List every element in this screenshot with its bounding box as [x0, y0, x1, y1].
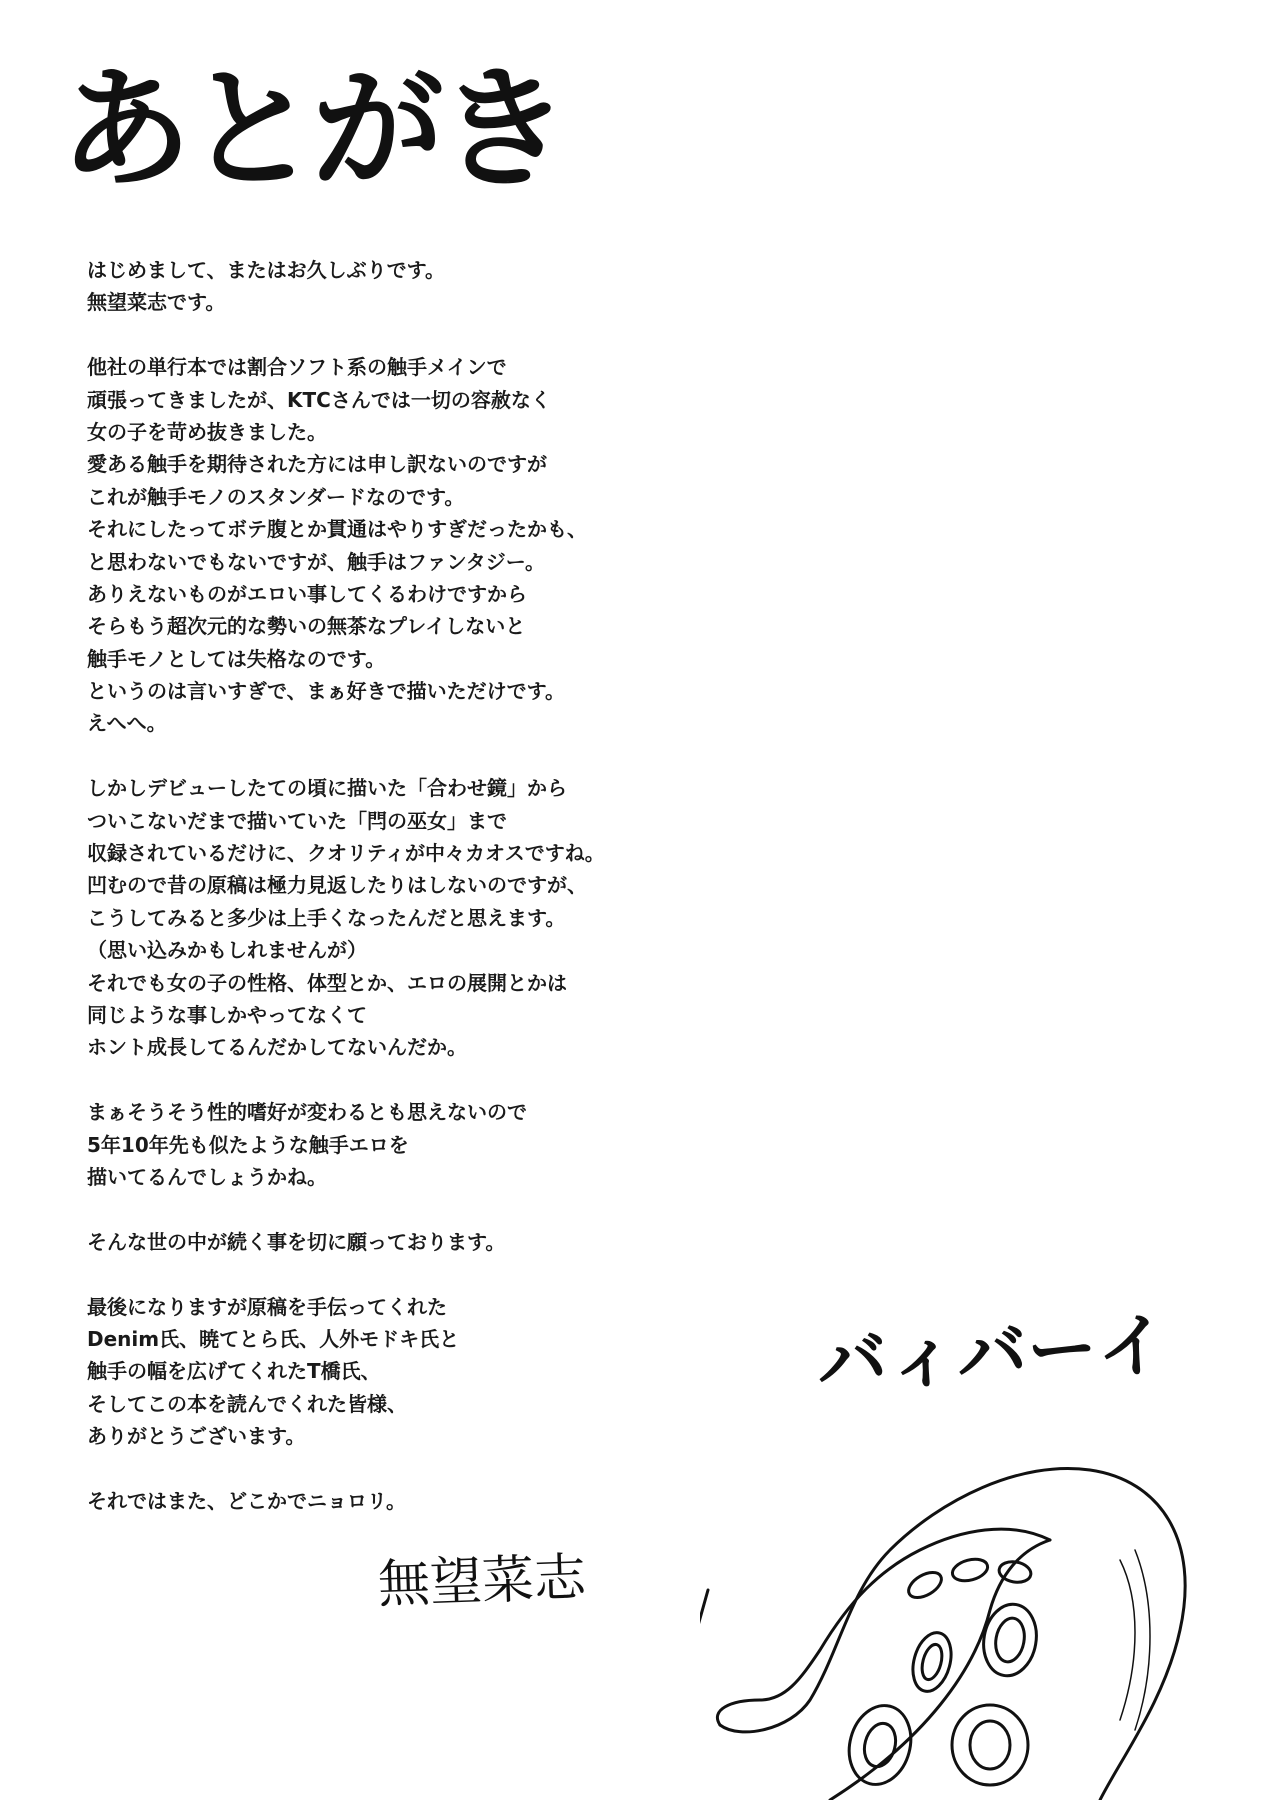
text-line: 収録されているだけに、クオリティが中々カオスですね。 [87, 841, 605, 866]
text-line: というのは言いすぎで、まぁ好きで描いただけです。 [87, 679, 565, 704]
author-signature: 無望菜志 [377, 1547, 588, 1616]
text-line: はじめまして、またはお久しぶりです。 [87, 258, 445, 282]
paragraph-gap [87, 1452, 727, 1484]
text-line: Denim氏、暁てとら氏、人外モドキ氏と [87, 1326, 460, 1351]
bye-bye-handwritten: バィバーイ [815, 1303, 1170, 1404]
text-line: それでも女の子の性格、体型とか、エロの展開とかは [87, 970, 567, 995]
text-line: ホント成長してるんだかしてないんだか。 [87, 1035, 467, 1060]
text-line: しかしデビューしたての頃に描いた「合わせ鏡」から [87, 776, 567, 801]
text-line: 最後になりますが原稿を手伝ってくれた [87, 1294, 447, 1319]
text-line: 描いてるんでしょうかね。 [87, 1164, 327, 1189]
afterword-body [87, 254, 727, 1517]
text-line: これが触手モノのスタンダードなのです。 [87, 484, 465, 509]
text-line: えへへ。 [87, 711, 167, 736]
paragraph-gap [87, 1064, 727, 1096]
text-line: ありがとうございます。 [87, 1424, 306, 1449]
text-line: そんな世の中が続く事を切に願っております。 [87, 1229, 506, 1254]
text-line: 女の子を苛め抜きました。 [87, 419, 327, 444]
text-line: こうしてみると多少は上手くなったんだと思えます。 [87, 905, 566, 930]
text-line: そしてこの本を読んでくれた皆様、 [87, 1391, 407, 1416]
text-line: （思い込みかもしれませんが） [87, 938, 367, 963]
paragraph-gap [87, 740, 727, 772]
text-line: まぁそうそう性的嗜好が変わるとも思えないので [87, 1100, 527, 1125]
paragraph-gap [87, 1258, 727, 1290]
text-line: ついこないだまで描いていた「閂の巫女」まで [87, 808, 507, 833]
text-line: ありえないものがエロい事してくるわけですから [87, 581, 527, 606]
text-line: 触手の幅を広げてくれたT橋氏、 [87, 1359, 381, 1384]
tentacle-illustration [700, 1400, 1269, 1800]
text-line: 無望菜志です。 [87, 290, 226, 315]
paragraph-gap [87, 1193, 727, 1225]
text-line: と思わないでもないですが、触手はファンタジー。 [87, 549, 545, 574]
text-line: それではまた、どこかでニョロリ。 [87, 1488, 406, 1513]
text-line: 頑張ってきましたが、KTCさんでは一切の容赦なく [87, 387, 551, 412]
page-title: あとがき [60, 53, 564, 207]
text-line: そらもう超次元的な勢いの無茶なプレイしないと [87, 614, 526, 639]
text-line: 触手モノとしては失格なのです。 [87, 646, 386, 671]
text-line: 愛ある触手を期待された方には申し訳ないのですが [87, 452, 547, 477]
text-line: 凹むので昔の原稿は極力見返したりはしないのですが、 [87, 873, 587, 898]
text-line: それにしたってボテ腹とか貫通はやりすぎだったかも、 [87, 517, 587, 542]
paragraph-gap [87, 319, 727, 351]
text-line: 同じような事しかやってなくて [87, 1002, 367, 1027]
text-line: 5年10年先も似たような触手エロを [87, 1132, 409, 1157]
text-line: 他社の単行本では割合ソフト系の触手メインで [87, 355, 507, 380]
